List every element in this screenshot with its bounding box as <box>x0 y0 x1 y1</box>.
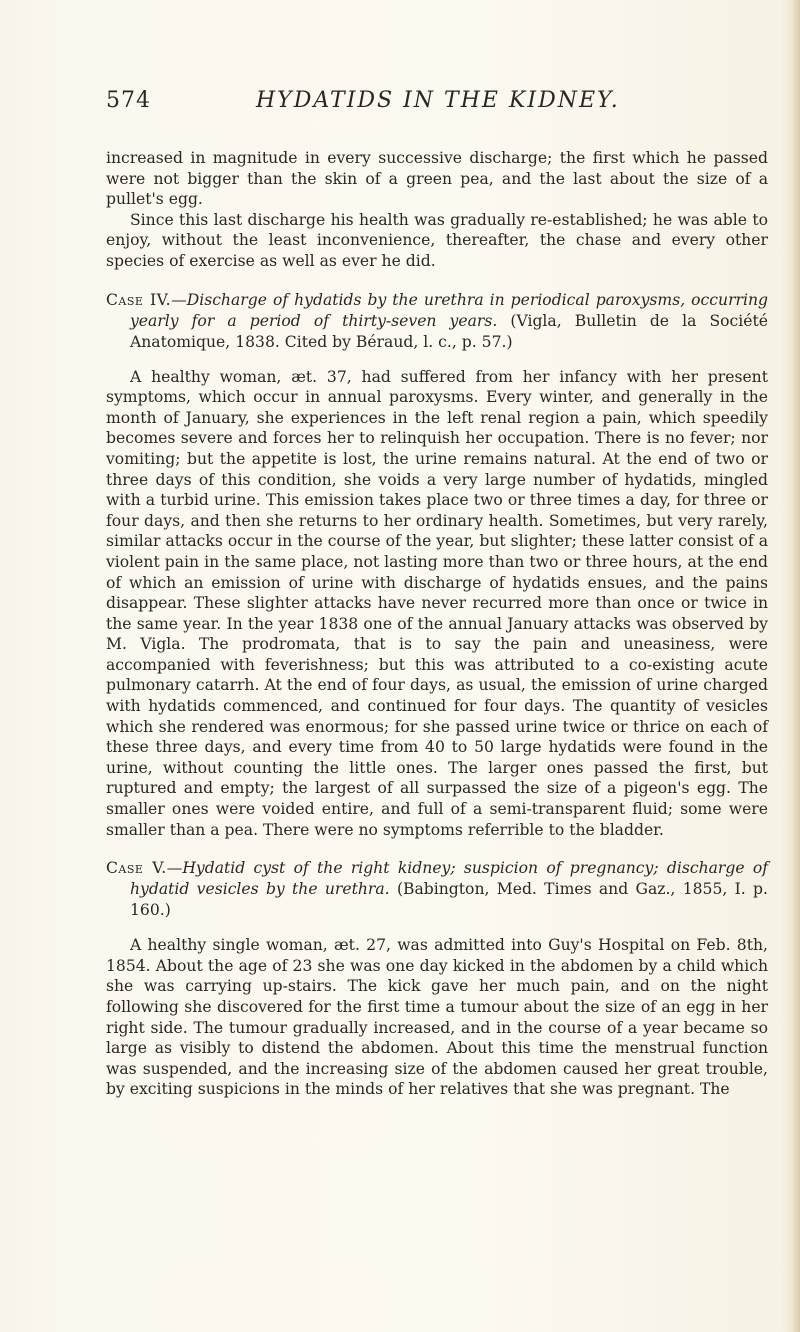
paragraph-continuation: increased in magnitude in every successive discharge; the first which he passed were not bigger than the skin of a green pea, and the last about the size of a pullet's egg. <box>106 149 768 209</box>
case-iv-citation: (Vigla, Bulletin de la Société Anatomique, 1838. Cited by Béraud, l. c., p. 57.) <box>130 311 768 351</box>
paragraph-recovery: Since this last discharge his health was gradually re-established; he was able to enjoy, without the least inconvenience, thereafter, the chase and every other species of exercise as well as ever he did. <box>106 210 768 270</box>
page-body <box>106 148 768 1100</box>
case-v-label: Case V. <box>106 859 167 878</box>
case-v-title: —Hydatid cyst of the right kidney; suspicion of pregnancy; discharge of hydatid vesicles by the urethra. <box>130 859 769 899</box>
case-v-citation: (Babington, Med. Times and Gaz., 1855, I. p. 160.) <box>130 880 768 920</box>
case-v-body: A healthy single woman, æt. 27, was admitted into Guy's Hospital on Feb. 8th, 1854. About the age of 23 she was one day kicked in the abdomen by a child which she was carrying up-stairs. The kick gave her much pain, and on the night following she discovered for the first time a tumour about the size of an egg in her right side. The tumour gradually increased, and in the course of a year became so large as visibly to distend the abdomen. About this time the menstrual function was suspended, and the increasing size of the abdomen caused her great trouble, by exciting suspicions in the minds of her relatives that she was pregnant. The <box>106 936 768 1099</box>
case-v-heading <box>106 858 768 921</box>
case-iv-label: Case IV. <box>106 290 172 309</box>
case-iv-title: —Discharge of hydatids by the urethra in periodical paroxysms, occurring yearly for a period of thirty-seven years. <box>130 290 768 330</box>
page-number: 574 <box>106 88 151 113</box>
running-title: HYDATIDS IN THE KIDNEY. <box>256 88 620 113</box>
case-iv-heading <box>106 290 768 353</box>
case-iv-body: A healthy woman, æt. 37, had suffered from her infancy with her present symptoms, which occur in annual paroxysms. Every winter, and generally in the month of January, she experiences in the left renal region a pain, which speedily becomes severe and forces her to relinquish her occupation. There is no fever; nor vomiting; but the appetite is lost, the urine remains natural. At the end of two or three days of this condition, she voids a very large number of hydatids, mingled with a turbid urine. This emission takes place two or three times a day, for three or four days, and then she returns to her ordinary health. Sometimes, but very rarely, similar attacks occur in the course of the year, but slighter; these latter consist of a violent pain in the same place, not lasting more than two or three hours, at the end of which an emission of urine with discharge of hydatids ensues, and the pains disappear. These slighter attacks have never recurred more than once or twice in the same year. In the year 1838 one of the annual January attacks was observed by M. Vigla. The prodromata, that is to say the pain and uneasiness, were accompanied with feverishness; but this was attributed to a co-existing acute pulmonary catarrh. At the end of four days, as usual, the emission of urine charged with hydatids commenced, and continued for four days. The quantity of vesicles which she rendered was enormous; for she passed urine twice or thrice on each of these three days, and every time from 40 to 50 large hydatids were found in the urine, without counting the little ones. The larger ones passed the first, but ruptured and empty; the largest of all surpassed the size of a pigeon's egg. The smaller ones were voided entire, and full of a semi-transparent fluid; some were smaller than a pea. There were no symptoms referrible to the bladder. <box>106 367 768 839</box>
running-header <box>106 88 766 124</box>
page-edge-shadow <box>782 0 800 1332</box>
